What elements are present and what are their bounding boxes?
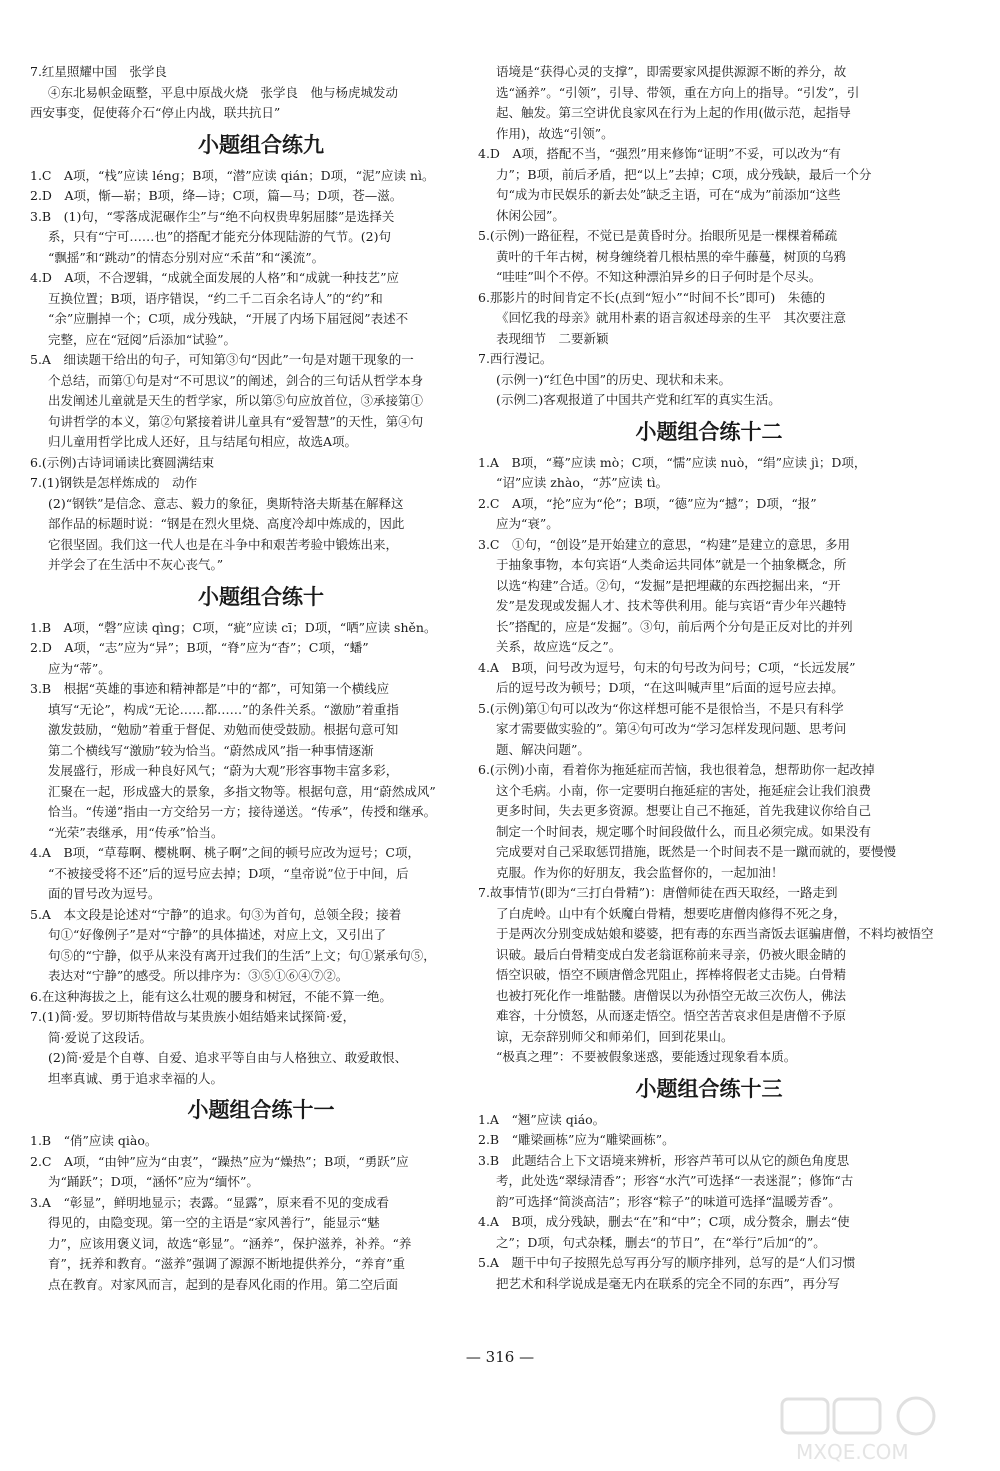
answer-line: 激发鼓励，“勉励”着重于督促、劝勉而使受鼓励。根据句意可知 — [48, 722, 399, 737]
answer-line: 3.A “彰显”，鲜明地显示；表露。“显露”，原来看不见的变成看 — [30, 1194, 390, 1210]
answer-line: 悟空识破，悟空不顾唐僧念咒阻止，挥棒将假老丈击毙。白骨精 — [496, 967, 847, 982]
answer-line: “极真之理”：不要被假象迷惑，要能透过现象看本质。 — [496, 1049, 797, 1064]
answer-line: 句“成为市民娱乐的新去处”缺乏主语，可在“成为”前添加“这些 — [496, 187, 841, 202]
answer-line: 4.D A项，搭配不当，“强烈”用来修饰“证明”不妥，可以改为“有 — [478, 146, 841, 161]
answer-line: 题、解决问题”。 — [496, 741, 590, 757]
answer-line: 它很坚固。我们这一代人也是在斗争中和艰苦考验中锻炼出来， — [48, 536, 399, 552]
answer-line: 系，只有“宁可……也”的搭配才能充分体现陆游的气节。(2)句 — [48, 229, 391, 244]
answer-line: 于抽象事物，本句宾语“人类命运共同体”就是一个抽象概念，所 — [496, 557, 847, 572]
answer-line: “不被接受将不还”后的逗号应去掉；D项，“皇帝说”位于中间，后 — [48, 865, 409, 881]
answer-line: 完成要对自己采取惩罚措施，既然是一个时间表不是一蹴而就的，要慢慢 — [496, 844, 897, 859]
answer-line: 6.(示例)古诗词诵读比赛圆满结束 — [30, 454, 215, 470]
answer-line: 3.B 根据“英雄的事迹和精神都是”中的“都”，可知第一个横线应 — [30, 681, 390, 696]
answer-line: 1.A B项，“蓦”应读 mò；C项，“懦”应读 nuò，“绢”应读 jì；D项， — [478, 454, 867, 470]
answer-line: 7.(1)钢铁是怎样炼成的 动作 — [30, 475, 198, 490]
answer-line: (2)“钢铁”是信念、意志、毅力的象征，奥斯特洛夫斯基在解释这 — [48, 495, 404, 511]
answer-line: 5.A 本文段是论述对“宁静”的追求。句③为首句，总领全段；接着 — [30, 906, 402, 922]
answer-line: 这个毛病。小南，你一定要明白拖延症的害处，拖延症会让我们浪费 — [496, 782, 872, 798]
answer-line: 1.B “俏”应读 qiào。 — [30, 1133, 158, 1148]
answer-line: 第二个横线写“激励”较为恰当。“蔚然成风”指一种事情逐渐 — [48, 742, 374, 758]
answer-line: “余”应删掉一个；C项，成分残缺，“开展了内场下届冠阅”表述不 — [48, 311, 409, 326]
answer-line: 句①“好像例子”是对“宁静”的具体描述，对应上文，又引出了 — [48, 927, 387, 942]
answer-line: 1.C A项，“栈”应读 lénɡ；B项，“潜”应读 qián；D项，“泥”应读 nì。 — [30, 167, 435, 183]
answer-line: 6.那影片的时间肯定不长(点到“短小”“时间不长”即可) 朱德的 — [478, 289, 826, 305]
answer-line: 表达对“宁静”的感受。所以排序为：③⑤①⑥④⑦②。 — [48, 968, 349, 983]
answer-line: 3.B 此题结合上下文语境来辨析，形容芦苇可以从它的颜色角度思 — [478, 1152, 850, 1168]
answer-line: 部作品的标题时说：“钢是在烈火里烧、高度冷却中炼成的，因此 — [48, 516, 405, 531]
answer-line: 1.A “翘”应读 qiáo。 — [478, 1111, 606, 1127]
answer-line: 选“涵养”。“引领”，引导、带领，重在方向上的指导。“引发”，引 — [496, 84, 860, 100]
answer-line: (示例一)“红色中国”的历史、现状和未来。 — [496, 371, 732, 387]
answer-line: 句讲哲学的本义，第②句紧接着讲儿童具有“爱智慧”的天性，第④句 — [48, 413, 424, 429]
answer-line: 简·爱说了这段话。 — [48, 1029, 152, 1045]
answer-line: 3.C ①句，“创设”是开始建立的意思，“构建”是建立的意思，多用 — [478, 536, 851, 552]
answer-line: 4.A B项，“草莓啊、樱桃啊、桃子啊”之间的顿号应改为逗号；C项， — [30, 845, 420, 860]
answer-line: 制定一个时间表，规定哪个时间段做什么，而且必须完成。如果没有 — [496, 823, 872, 839]
answer-line: 更多时间，失去更多资源。想要让自己不拖延，首先我建议你给自己 — [496, 803, 872, 818]
answer-line: 之”；D项，句式杂糅，删去“的节日”，在“举行”后加“的”。 — [496, 1234, 826, 1250]
section-heading: 小题组合练十一 — [187, 1098, 335, 1122]
answer-line: 6.(示例)小南，看着你为拖延症而苦恼，我也很着急，想帮助你一起改掉 — [478, 762, 875, 777]
answer-line: “光荣”表继承，用“传承”恰当。 — [48, 824, 224, 840]
answer-line: 克服。作为你的好朋友，我会监督你的，一起加油！ — [496, 864, 784, 880]
left-column — [30, 62, 492, 1295]
answer-line: 应为“蒂”。 — [48, 660, 111, 676]
answer-line: 作用)，故选“引领”。 — [496, 125, 614, 141]
answer-line: 5.A 细读题干给出的句子，可知第③句“因此”一句是对题干现象的一 — [30, 352, 414, 367]
answer-line: 完整，应在“冠阅”后添加“试验”。 — [48, 331, 237, 347]
section-heading: 小题组合练十二 — [635, 419, 783, 444]
answer-line: 得见的，由隐变现。第一空的主语是“家风善行”，能显示“魅 — [48, 1215, 380, 1230]
answer-line: 7.红星照耀中国 张学良 — [30, 64, 167, 79]
answer-line: 5.A 题干中句子按照先总写再分写的顺序排列，总写的是“人们习惯 — [478, 1255, 856, 1270]
watermark-logo — [776, 1395, 976, 1465]
answer-line: 以选“构建”合适。②句，“发掘”是把埋藏的东西挖掘出来，“开 — [496, 577, 841, 593]
answer-line: 考，此处选“翠绿清香”；形容“水汽”可选择“一表迷混”；修饰“古 — [496, 1173, 854, 1188]
answer-line: 关系，故应选“反之”。 — [496, 639, 622, 654]
answer-line: 识破。最后白骨精变成白发老翁诓称前来寻亲，仍被火眼金睛的 — [496, 946, 847, 962]
answer-line: 西安事变，促使蒋介石“停止内战，联共抗日” — [30, 105, 281, 120]
answer-line: 填写“无论”，构成“无论……都……”的条件关系。“激励”着重指 — [48, 701, 399, 717]
answer-line: 《回忆我的母亲》就用朴素的语言叙述母亲的生平 其次要注意 — [496, 310, 847, 325]
answer-line: 句⑤的“宁静，似乎从来没有离开过我们的生活”上文；句①紧承句⑤， — [48, 947, 436, 963]
answer-line: 长”搭配的，应是“发掘”。③句，前后两个分句是正反对比的并列 — [496, 618, 853, 634]
answer-line: 4.A B项，问号改为逗号，句末的句号改为问号；C项，“长远发展” — [478, 659, 856, 675]
answer-line: 7.故事情节(即为“三打白骨精”)：唐僧师徒在西天取经，一路走到 — [478, 885, 838, 900]
answer-line: 并学会了在生活中不灰心丧气。” — [48, 557, 224, 572]
answer-line: 2.C A项，“由钟”应为“由衷”，“躁热”应为“燥热”；B项，“勇跃”应 — [30, 1153, 409, 1169]
answer-line: 2.C A项，“抡”应为“伦”；B项，“德”应为“撼”；D项，“报” — [478, 495, 817, 511]
answer-line: 汇聚在一起，形成盛大的景象，多指文物等。根据句意，用“蔚然成风” — [48, 783, 436, 799]
answer-line: 韵”可选择“简淡高洁”；形容“粽子”的味道可选择“温暖芳香”。 — [496, 1193, 841, 1209]
answer-line: 把艺术和科学说成是毫无内在联系的完全不同的东西”，再分写 — [496, 1275, 840, 1291]
answer-line: 归儿童用哲学比成人还好，且与结尾句相应，故选A项。 — [48, 434, 358, 449]
answer-line: 恰当。“传递”指由一方交给另一方；接待递送。“传承”，传授和继承。 — [48, 804, 437, 819]
answer-line: 难容，十分愤怒，从而逐走悟空。悟空苦苦哀求但是唐僧不予原 — [496, 1008, 847, 1023]
watermark-url: MXQE.COM — [796, 1440, 909, 1464]
answer-line: 5.(示例)第①句可以改为“你这样想可能不是很恰当，不是只有科学 — [478, 700, 844, 716]
answer-line: 也被打死化作一堆骷髅。唐僧误以为孙悟空无故三次伤人，佛法 — [496, 987, 847, 1003]
answer-line: 发展盛行，形成一种良好风气；“蔚为大观”形容事物丰富多彩， — [48, 763, 399, 778]
section-heading: 小题组合练九 — [198, 132, 324, 157]
answer-line: 7.(1)简·爱。罗切斯特借故与某贵族小姐结婚来试探简·爱， — [30, 1009, 356, 1024]
answer-line: 力”，应该用褒义词，故选“彰显”。“涵养”，保护滋养，补养。“养 — [48, 1235, 412, 1251]
answer-line: 个总结，而第①句是对“不可思议”的阐述，剑合的三句话从哲学本身 — [48, 372, 424, 388]
answer-line: 于是两次分别变成姑娘和婆婆，把有毒的东西当斋饭去诓骗唐僧，不料均被悟空 — [496, 926, 934, 941]
answer-line: 起、触发。第三空讲优良家风在行为上起的作用(做示范，起指导 — [496, 105, 851, 120]
answer-line: 7.西行漫记。 — [478, 351, 553, 366]
answer-line: 3.B (1)句，“零落成泥碾作尘”与“绝不向权贵卑躬屈膝”是选择关 — [30, 208, 395, 224]
answer-line: 为“踊跃”；D项，“涵怀”应为“缅怀”。 — [48, 1174, 259, 1189]
answer-line: 互换位置；B项，语序错误，“约二千二百余名诗人”的“约”和 — [48, 290, 383, 306]
answer-line: 2.D A项，惭—崭；B项，绛—诗；C项，篇—马；D项，苍—滋。 — [30, 188, 403, 203]
answer-line: 1.B A项，“磬”应读 qìnɡ；C项，“疵”应读 cī；D项，“哂”应读 shěn。 — [30, 619, 437, 635]
answer-line: 谅，无奈辞别师父和师弟们，回到花果山。 — [496, 1028, 734, 1044]
answer-line: 表现细节 二要新颖 — [496, 330, 609, 346]
answer-line: (示例二)客观报道了中国共产党和红军的真实生活。 — [496, 392, 781, 407]
answer-line: 发”是发现或发掘人才、技术等供利用。能与宾语“青少年兴趣特 — [496, 598, 847, 613]
answer-line: 休闲公园”。 — [496, 207, 565, 223]
answer-line: 6.在这种海拔之上，能有这么壮观的腰身和树冠，不能不算一绝。 — [30, 988, 392, 1004]
answer-line: “诏”应读 zhào，“苏”应读 tì。 — [496, 475, 669, 490]
answer-line: 点在教育。对家风而言，起到的是春风化雨的作用。第二空后面 — [48, 1276, 399, 1292]
answer-line: 家才需要做实验的”。第④句可改为“学习怎样发现问题、思考问 — [496, 721, 847, 736]
answer-line: ④东北易帜金瓯整，平息中原战火烧 张学良 他与杨虎城发动 — [48, 84, 399, 100]
answer-line: 2.B “雕梁画栋”应为“雕梁画栋”。 — [478, 1132, 675, 1147]
right-column — [478, 62, 940, 1294]
answer-line: “飘摇”和“跳动”的情态分别对应“禾苗”和“溪流”。 — [48, 249, 325, 265]
page-number: — 316 — — [465, 1348, 535, 1366]
answer-line: 语境是“获得心灵的支撑”，即需要家风提供源源不断的养分，故 — [496, 64, 847, 79]
answer-line: “哇哇”叫个不停。不知这种漂泊异乡的日子何时是个尽头。 — [496, 269, 822, 284]
answer-line: 育”，抚养和教育。“滋养”强调了源源不断地提供养分，“养育”重 — [48, 1256, 405, 1271]
answer-line: 5.(示例)一路征程，不觉已是黄昏时分。抬眼所见是一棵棵着稀疏 — [478, 228, 838, 243]
answer-line: 应为“衰”。 — [496, 516, 559, 531]
answer-line: 后的逗号改为顿号；D项，“在这叫喊声里”后面的逗号应去掉。 — [496, 680, 844, 695]
section-heading: 小题组合练十 — [198, 584, 324, 609]
answer-line: 黄叶的千年古树，树身缠绕着几根枯黑的牵牛藤蔓，树顶的乌鸦 — [496, 248, 847, 264]
answer-line: 4.A B项，成分残缺，删去“在”和“中”；C项，成分赘余，删去“使 — [478, 1214, 850, 1229]
answer-line: 了白虎岭。山中有个妖魔白骨精，想要吃唐僧肉修得不死之身， — [496, 905, 847, 921]
answer-line: 面的冒号改为逗号。 — [48, 886, 161, 901]
answer-line: 2.D A项，“志”应为“异”；B项，“脊”应为“杳”；C项，“蟠” — [30, 640, 369, 655]
answer-line: 4.D A项，不合逻辑，“成就全面发展的人格”和“成就一种技艺”应 — [30, 270, 400, 285]
answer-line: (2)简·爱是个自尊、自爱、追求平等自由与人格独立、敢爱敢恨、 — [48, 1050, 408, 1065]
answer-line: 坦率真诚、勇于追求幸福的人。 — [48, 1070, 224, 1086]
answer-line: 出发阐述儿童就是天生的哲学家，所以第⑤句应放首位，③承接第① — [48, 393, 424, 408]
section-heading: 小题组合练十三 — [635, 1076, 783, 1101]
answer-line: 力”；B项，前后矛盾，把“以上”去掉；C项，成分残缺，最后一个分 — [496, 166, 872, 182]
